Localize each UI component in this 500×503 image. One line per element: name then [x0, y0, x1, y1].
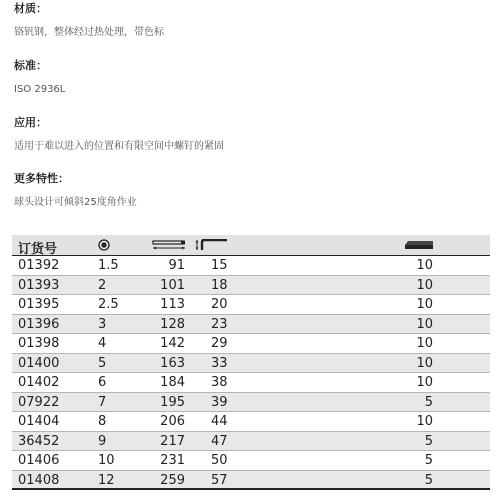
- size-cell: 8: [98, 414, 107, 429]
- short-arm-cell: 44: [211, 414, 228, 429]
- order-number-cell: 36452: [18, 433, 60, 449]
- table-row: [12, 471, 490, 491]
- short-arm-cell: 20: [211, 297, 228, 312]
- pack-quantity-cell: 5: [424, 394, 433, 410]
- order-number-cell: 01393: [18, 277, 60, 293]
- application-title: 应用：: [14, 116, 47, 129]
- table-row: [12, 451, 490, 471]
- size-cell: 4: [98, 336, 107, 351]
- size-cell: 7: [98, 394, 107, 410]
- short-arm-cell: 29: [211, 336, 228, 351]
- pack-quantity-cell: 10: [416, 375, 433, 390]
- order-number-cell: 01400: [18, 355, 60, 371]
- features-text: 球头设计可倾斜25度角作业: [14, 197, 137, 208]
- table-row: [12, 334, 490, 354]
- length-cell: 113: [160, 297, 185, 312]
- length-cell: 91: [168, 258, 185, 273]
- length-cell: 184: [160, 375, 185, 390]
- short-arm-icon: [195, 239, 229, 251]
- size-cell: 9: [98, 433, 107, 449]
- order-number-cell: 07922: [18, 394, 60, 410]
- table-body: [12, 256, 490, 490]
- length-cell: 142: [160, 336, 185, 351]
- size-cell: 12: [98, 472, 115, 488]
- order-number-cell: 01396: [18, 316, 60, 332]
- order-number-cell: 01404: [18, 414, 60, 429]
- size-cell: 1.5: [98, 258, 119, 273]
- short-arm-cell: 47: [211, 433, 228, 449]
- material-section: [14, 2, 164, 40]
- pack-quantity-cell: 10: [416, 316, 433, 332]
- size-cell: 10: [98, 453, 115, 468]
- spec-table: [12, 235, 490, 490]
- order-number-cell: 01398: [18, 336, 60, 351]
- order-number-header: 订货号: [18, 242, 58, 257]
- length-cell: 101: [160, 277, 185, 293]
- length-cell: 217: [160, 433, 185, 449]
- table-row: [12, 256, 490, 276]
- pack-quantity-cell: 5: [424, 433, 433, 449]
- material-text: 铬钒钢，整体经过热处理，带色标: [14, 27, 164, 38]
- pack-quantity-cell: 5: [424, 472, 433, 488]
- table-row: [12, 315, 490, 335]
- short-arm-cell: 23: [211, 316, 228, 332]
- table-row: [12, 295, 490, 315]
- size-cell: 2.5: [98, 297, 119, 312]
- short-arm-cell: 57: [211, 472, 228, 488]
- length-cell: 231: [160, 453, 185, 468]
- length-cell: 163: [160, 355, 185, 371]
- standard-section: [14, 59, 65, 97]
- size-cell: 6: [98, 375, 107, 390]
- material-title: 材质：: [14, 2, 47, 15]
- short-arm-cell: 15: [211, 258, 228, 273]
- pack-quantity-cell: 10: [416, 414, 433, 429]
- standard-title: 标准：: [14, 59, 47, 72]
- size-cell: 3: [98, 316, 107, 332]
- pack-quantity-cell: 5: [424, 453, 433, 468]
- order-number-cell: 01392: [18, 258, 60, 273]
- short-arm-cell: 18: [211, 277, 228, 293]
- application-section: [14, 116, 224, 154]
- standard-text: ISO 2936L: [14, 84, 66, 95]
- features-section: [14, 172, 137, 210]
- length-arrow-icon: [152, 240, 186, 250]
- short-arm-cell: 50: [211, 453, 228, 468]
- pack-quantity-cell: 10: [416, 258, 433, 273]
- features-title: 更多特性：: [14, 172, 69, 185]
- size-circle-icon: [98, 239, 110, 251]
- application-text: 适用于难以进入的位置和有限空间中螺钉的紧固: [14, 141, 224, 152]
- order-number-cell: 01395: [18, 297, 60, 312]
- table-row: [12, 393, 490, 413]
- table-row: [12, 373, 490, 393]
- table-header: [12, 235, 490, 256]
- size-cell: 5: [98, 355, 107, 371]
- pack-quantity-cell: 10: [416, 297, 433, 312]
- order-number-cell: 01406: [18, 453, 60, 468]
- table-row: [12, 412, 490, 432]
- short-arm-cell: 38: [211, 375, 228, 390]
- package-icon: [404, 240, 434, 250]
- pack-quantity-cell: 10: [416, 277, 433, 293]
- size-cell: 2: [98, 277, 107, 293]
- order-number-cell: 01408: [18, 472, 60, 488]
- pack-quantity-cell: 10: [416, 336, 433, 351]
- pack-quantity-cell: 10: [416, 355, 433, 371]
- short-arm-cell: 39: [211, 394, 228, 410]
- length-cell: 259: [160, 472, 185, 488]
- table-row: [12, 354, 490, 374]
- length-cell: 195: [160, 394, 185, 410]
- table-row: [12, 276, 490, 296]
- table-row: [12, 432, 490, 452]
- order-number-cell: 01402: [18, 375, 60, 390]
- short-arm-cell: 33: [211, 355, 228, 371]
- length-cell: 128: [160, 316, 185, 332]
- length-cell: 206: [160, 414, 185, 429]
